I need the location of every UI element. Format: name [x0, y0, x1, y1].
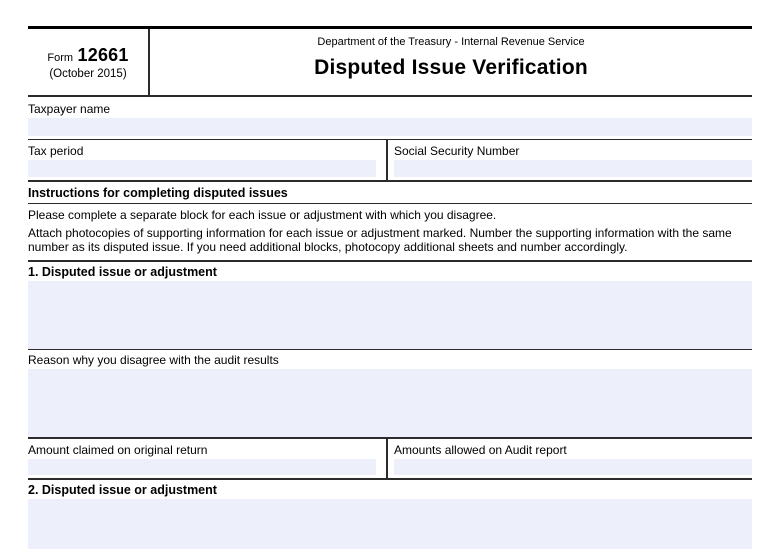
block1-heading-row [28, 262, 752, 281]
agency-line: Department of the Treasury - Internal Revenue Service [317, 36, 585, 48]
tax-period-ssn-row [28, 140, 752, 182]
taxpayer-name-label: Taxpayer name [28, 102, 111, 116]
block1-reason-textarea[interactable] [28, 369, 752, 437]
taxpayer-name-row [28, 97, 752, 140]
form-number-line [47, 45, 128, 66]
form-revision-date: (October 2015) [49, 67, 127, 80]
amount-claimed-label: Amount claimed on original return [28, 443, 208, 457]
taxpayer-name-input[interactable] [28, 118, 752, 136]
instructions-heading-row [28, 182, 752, 204]
tax-period-cell [28, 140, 388, 180]
form-number-text: 12661 [77, 44, 129, 65]
amount-allowed-input[interactable] [394, 459, 752, 475]
tax-period-input[interactable] [28, 160, 376, 177]
ssn-cell [388, 140, 752, 180]
form-title: Disputed Issue Verification [314, 56, 588, 79]
ssn-input[interactable] [394, 160, 752, 177]
block1-amounts-row [28, 439, 752, 480]
instructions-paragraph-2: Attach photocopies of supporting information for each issue or adjustment marked. Number the supporting information with the same number as its disputed issue. If you need additional blocks, photocopy additional sheets and number accordingly. [28, 226, 732, 254]
block1-issue-textarea[interactable] [28, 281, 752, 349]
block2-issue-textarea[interactable] [28, 499, 752, 549]
tax-period-label: Tax period [28, 144, 84, 158]
block1-reason-label-row [28, 350, 752, 369]
instructions-paragraph-1: Please complete a separate block for each issue or adjustment with which you disagree. [28, 208, 497, 222]
form-word-label: Form [47, 51, 74, 64]
amount-claimed-input[interactable] [28, 459, 376, 475]
block2-heading: 2. Disputed issue or adjustment [28, 483, 217, 497]
form-header [28, 26, 752, 97]
form-title-box [150, 29, 752, 95]
amount-allowed-label: Amounts allowed on Audit report [394, 443, 567, 457]
amount-allowed-cell [388, 439, 752, 478]
block1-heading: 1. Disputed issue or adjustment [28, 265, 217, 279]
amount-claimed-cell [28, 439, 388, 478]
ssn-label: Social Security Number [394, 144, 520, 158]
block2-heading-row [28, 480, 752, 499]
form-number-box [28, 29, 150, 95]
instructions-heading: Instructions for completing disputed issues [28, 186, 288, 200]
block1-reason-label: Reason why you disagree with the audit results [28, 353, 279, 367]
